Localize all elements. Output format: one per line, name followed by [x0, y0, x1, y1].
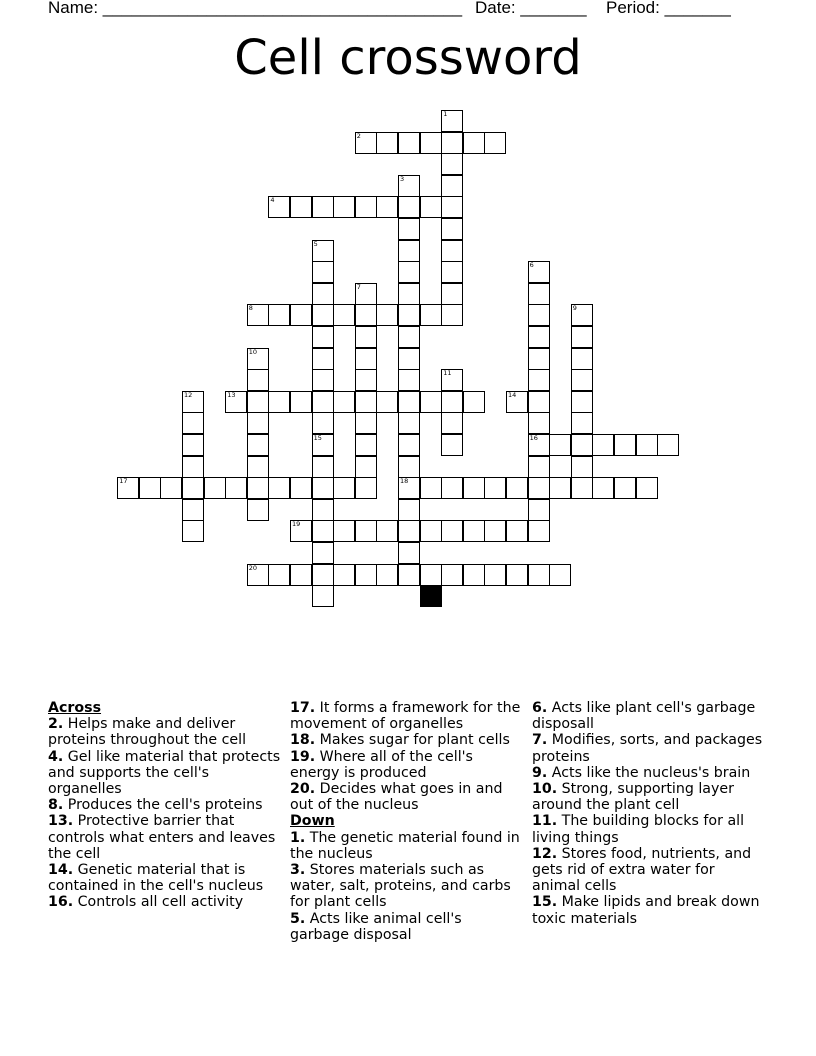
- crossword-cell[interactable]: [376, 520, 398, 542]
- crossword-cell[interactable]: [355, 456, 377, 478]
- crossword-cell[interactable]: [528, 499, 550, 521]
- crossword-cell[interactable]: [571, 391, 593, 413]
- crossword-cell[interactable]: [420, 520, 442, 542]
- crossword-cell[interactable]: [182, 520, 204, 542]
- down-clues-part-2: [532, 700, 767, 927]
- crossword-cell[interactable]: [420, 196, 442, 218]
- crossword-cell[interactable]: [247, 564, 269, 586]
- clue-number: 13: [227, 390, 236, 399]
- crossword-cell[interactable]: [355, 196, 377, 218]
- clue-item: [290, 781, 525, 813]
- clue-item-number: 12.: [532, 845, 558, 862]
- crossword-cell[interactable]: [420, 391, 442, 413]
- clue-number: 10: [248, 347, 258, 356]
- crossword-cell[interactable]: [312, 585, 334, 607]
- crossword-cell[interactable]: [247, 477, 269, 499]
- crossword-cell[interactable]: [420, 304, 442, 326]
- clue-item-number: 7.: [532, 732, 548, 749]
- crossword-cell[interactable]: [398, 477, 420, 499]
- clue-item: [532, 700, 767, 732]
- clue-item: [532, 732, 767, 764]
- crossword-cell[interactable]: [398, 326, 420, 348]
- crossword-cell[interactable]: [528, 564, 550, 586]
- clue-item-number: 16.: [48, 894, 74, 911]
- crossword-cell[interactable]: [571, 369, 593, 391]
- clue-item-text: The genetic material found in the nucleus: [290, 829, 520, 862]
- crossword-cell[interactable]: [463, 520, 485, 542]
- clue-number: 20: [248, 563, 258, 572]
- page-title: Cell crossword: [234, 30, 582, 86]
- crossword-cell[interactable]: [528, 520, 550, 542]
- date-field-label[interactable]: Date: _______: [475, 0, 587, 17]
- clue-number: 1: [443, 110, 448, 118]
- down-heading: Down: [290, 813, 335, 830]
- crossword-cell[interactable]: [441, 434, 463, 456]
- crossword-cell[interactable]: [506, 564, 528, 586]
- crossword-cell[interactable]: [398, 261, 420, 283]
- crossword-cell[interactable]: [484, 477, 506, 499]
- crossword-cell[interactable]: [182, 412, 204, 434]
- crossword-cell[interactable]: [355, 564, 377, 586]
- clue-item: [48, 797, 283, 813]
- crossword-cell[interactable]: [312, 240, 334, 262]
- crossword-cell[interactable]: [268, 564, 290, 586]
- crossword-cell[interactable]: [117, 477, 139, 499]
- crossword-cell[interactable]: [139, 477, 161, 499]
- clue-item: [48, 749, 283, 798]
- clue-item-number: 1.: [290, 829, 306, 846]
- clue-item-text: Make lipids and break down toxic materials: [532, 894, 760, 927]
- clue-item-text: The building blocks for all living things: [532, 813, 745, 846]
- clue-item-text: Acts like animal cell's garbage disposal: [290, 910, 462, 943]
- crossword-cell[interactable]: [441, 175, 463, 197]
- clue-number: 16: [529, 434, 538, 442]
- crossword-cell[interactable]: [636, 434, 658, 456]
- clue-item: [290, 862, 525, 911]
- clue-item-text: Modifies, sorts, and packages proteins: [532, 732, 763, 765]
- crossword-cell[interactable]: [247, 434, 269, 456]
- clue-item-number: 20.: [290, 781, 316, 798]
- crossword-cell[interactable]: [182, 456, 204, 478]
- crossword-cell[interactable]: [204, 477, 226, 499]
- clue-item-text: Stores food, nutrients, and gets rid of extra water for animal cells: [532, 845, 752, 895]
- crossword-cell[interactable]: [441, 196, 463, 218]
- crossword-cell[interactable]: [398, 218, 420, 240]
- across-clues-part-2: [290, 700, 525, 813]
- crossword-cell[interactable]: [441, 391, 463, 413]
- crossword-cell[interactable]: [441, 520, 463, 542]
- crossword-cell[interactable]: [398, 499, 420, 521]
- crossword-cell[interactable]: [312, 542, 334, 564]
- crossword-cell[interactable]: [528, 412, 550, 434]
- clue-item-text: Helps make and deliver proteins throughout the cell: [48, 716, 247, 749]
- crossword-cell[interactable]: [355, 434, 377, 456]
- clue-item: [48, 813, 283, 862]
- clue-number: 4: [270, 196, 275, 205]
- clue-item-text: Controls all cell activity: [73, 894, 244, 911]
- crossword-cell[interactable]: [441, 412, 463, 434]
- clue-item: [532, 765, 767, 781]
- crossword-cell[interactable]: [268, 304, 290, 326]
- clue-number: 14: [508, 390, 517, 399]
- crossword-cell[interactable]: [312, 391, 334, 413]
- crossword-cell[interactable]: [376, 196, 398, 218]
- clue-column-3: [532, 700, 767, 927]
- crossword-cell[interactable]: [571, 477, 593, 499]
- crossword-cell[interactable]: [312, 434, 334, 456]
- crossword-cell[interactable]: [398, 240, 420, 262]
- crossword-cell[interactable]: [528, 434, 550, 456]
- crossword-cell[interactable]: [441, 132, 463, 154]
- crossword-cell[interactable]: [333, 196, 355, 218]
- crossword-cell[interactable]: [355, 477, 377, 499]
- across-clues-part-1: [48, 716, 283, 910]
- crossword-cell[interactable]: [312, 564, 334, 586]
- crossword-cell[interactable]: [333, 477, 355, 499]
- crossword-cell[interactable]: [571, 304, 593, 326]
- crossword-cell[interactable]: [571, 326, 593, 348]
- clue-item: [532, 846, 767, 895]
- clue-number: 6: [529, 261, 534, 270]
- clue-item-text: Strong, supporting layer around the plant cell: [532, 781, 734, 814]
- clue-item-text: Decides what goes in and out of the nucleus: [290, 781, 503, 814]
- crossword-cell[interactable]: [182, 391, 204, 413]
- crossword-cell[interactable]: [441, 477, 463, 499]
- clue-item: [48, 894, 283, 910]
- crossword-cell[interactable]: [312, 499, 334, 521]
- crossword-cell[interactable]: [398, 304, 420, 326]
- crossword-cell[interactable]: [355, 348, 377, 370]
- crossword-cell[interactable]: [247, 456, 269, 478]
- crossword-cell[interactable]: [549, 434, 571, 456]
- crossword-cell[interactable]: [376, 304, 398, 326]
- clue-item-number: 10.: [532, 781, 558, 798]
- crossword-cell[interactable]: [333, 304, 355, 326]
- clue-item: [532, 813, 767, 845]
- crossword-cell[interactable]: [398, 391, 420, 413]
- clue-number: 7: [356, 282, 361, 291]
- clue-item-text: Acts like the nucleus's brain: [547, 764, 751, 781]
- clue-item-number: 2.: [48, 716, 64, 733]
- crossword-cell[interactable]: [355, 304, 377, 326]
- crossword-cell[interactable]: [592, 434, 614, 456]
- crossword-cell[interactable]: [398, 520, 420, 542]
- clue-number: 18: [400, 477, 409, 486]
- crossword-cell[interactable]: [463, 477, 485, 499]
- crossword-cell[interactable]: [398, 369, 420, 391]
- crossword-cell[interactable]: [398, 283, 420, 305]
- crossword-cell[interactable]: [312, 477, 334, 499]
- clue-item-number: 15.: [532, 894, 558, 911]
- crossword-cell[interactable]: [182, 477, 204, 499]
- crossword-cell[interactable]: [398, 412, 420, 434]
- crossword-cell[interactable]: [312, 456, 334, 478]
- crossword-cell[interactable]: [528, 369, 550, 391]
- clue-column-2: [290, 700, 525, 943]
- clue-item-number: 17.: [290, 700, 316, 716]
- crossword-cell[interactable]: [484, 520, 506, 542]
- clue-item: [290, 749, 525, 781]
- down-clues-part-1: [290, 830, 525, 943]
- crossword-cell[interactable]: [657, 434, 679, 456]
- crossword-cell[interactable]: [290, 520, 312, 542]
- crossword-cell[interactable]: [441, 283, 463, 305]
- crossword-cell[interactable]: [636, 477, 658, 499]
- crossword-cell[interactable]: [528, 326, 550, 348]
- clue-number: 2: [356, 131, 361, 140]
- clue-number: 5: [313, 239, 318, 248]
- crossword-cell[interactable]: [463, 391, 485, 413]
- crossword-cell[interactable]: [355, 326, 377, 348]
- clue-number: 11: [443, 369, 452, 378]
- crossword-cell[interactable]: [333, 391, 355, 413]
- crossword-cell[interactable]: [247, 391, 269, 413]
- crossword-cell[interactable]: [571, 456, 593, 478]
- crossword-cell[interactable]: [290, 564, 312, 586]
- crossword-cell[interactable]: [614, 434, 636, 456]
- crossword-cell[interactable]: [549, 564, 571, 586]
- crossword-cell[interactable]: [528, 391, 550, 413]
- clue-item-number: 9.: [532, 764, 548, 781]
- crossword-cell[interactable]: [463, 132, 485, 154]
- across-heading: Across: [48, 700, 102, 716]
- crossword-cell[interactable]: [441, 110, 463, 132]
- period-field-label[interactable]: Period: _______: [606, 0, 731, 17]
- clue-item-number: 5.: [290, 910, 306, 927]
- crossword-cell[interactable]: [333, 564, 355, 586]
- clue-item-text: Genetic material that is contained in the cell's nucleus: [48, 862, 264, 895]
- clue-item-text: Gel like material that protects and supports the cell's organelles: [48, 748, 281, 798]
- crossword-cell[interactable]: [441, 240, 463, 262]
- clue-number: 3: [400, 174, 405, 183]
- crossword-cell[interactable]: [506, 477, 528, 499]
- clue-item-text: Acts like plant cell's garbage disposall: [532, 700, 756, 733]
- clue-column-1: [48, 700, 283, 911]
- crossword-cell[interactable]: [614, 477, 636, 499]
- crossword-cell[interactable]: [420, 564, 442, 586]
- crossword-cell[interactable]: [355, 391, 377, 413]
- clue-item-number: 4.: [48, 748, 64, 765]
- crossword-cell[interactable]: [355, 520, 377, 542]
- crossword-cell[interactable]: [484, 132, 506, 154]
- crossword-cell[interactable]: [528, 456, 550, 478]
- crossword-cell[interactable]: [506, 391, 528, 413]
- crossword-cell[interactable]: [376, 391, 398, 413]
- crossword-cell[interactable]: [290, 391, 312, 413]
- crossword-cell[interactable]: [528, 304, 550, 326]
- crossword-cell[interactable]: [312, 304, 334, 326]
- clue-number: 19: [292, 520, 301, 529]
- crossword-cell[interactable]: [312, 348, 334, 370]
- crossword-cell[interactable]: [312, 412, 334, 434]
- crossword-cell[interactable]: [268, 196, 290, 218]
- clue-item: [290, 830, 525, 862]
- clue-item: [48, 716, 283, 748]
- crossword-cell[interactable]: [549, 477, 571, 499]
- crossword-cell[interactable]: [333, 520, 355, 542]
- crossword-cell[interactable]: [312, 283, 334, 305]
- crossword-cell[interactable]: [355, 132, 377, 154]
- crossword-cell[interactable]: [247, 499, 269, 521]
- crossword-cell[interactable]: [290, 304, 312, 326]
- clue-number: 8: [248, 304, 253, 313]
- crossword-cell[interactable]: [398, 456, 420, 478]
- clue-item-number: 8.: [48, 797, 64, 814]
- crossword-cell[interactable]: [398, 132, 420, 154]
- clue-item-text: It forms a framework for the movement of organelles: [290, 700, 521, 733]
- crossword-cell[interactable]: [290, 477, 312, 499]
- crossword-cell[interactable]: [376, 564, 398, 586]
- crossword-cell[interactable]: [355, 283, 377, 305]
- crossword-cell[interactable]: [247, 348, 269, 370]
- clue-item-number: 13.: [48, 813, 74, 830]
- clue-item-number: 19.: [290, 748, 316, 765]
- crossword-cell[interactable]: [441, 153, 463, 175]
- crossword-cell[interactable]: [398, 564, 420, 586]
- crossword-black-cell: [420, 585, 442, 607]
- clue-item-number: 6.: [532, 700, 548, 716]
- crossword-cell[interactable]: [441, 261, 463, 283]
- crossword-cell[interactable]: [592, 477, 614, 499]
- crossword-cell[interactable]: [225, 391, 247, 413]
- crossword-cell[interactable]: [528, 261, 550, 283]
- crossword-cell[interactable]: [376, 132, 398, 154]
- crossword-cell[interactable]: [463, 564, 485, 586]
- crossword-cell[interactable]: [268, 477, 290, 499]
- crossword-cell[interactable]: [290, 196, 312, 218]
- clue-item: [532, 894, 767, 926]
- crossword-cell[interactable]: [420, 132, 442, 154]
- crossword-cell[interactable]: [506, 520, 528, 542]
- clue-item: [48, 862, 283, 894]
- crossword-cell[interactable]: [441, 564, 463, 586]
- crossword-cell[interactable]: [182, 434, 204, 456]
- crossword-cell[interactable]: [484, 564, 506, 586]
- clue-number: 15: [313, 434, 322, 442]
- clue-item: [290, 732, 525, 748]
- crossword-cell[interactable]: [182, 499, 204, 521]
- clue-item: [290, 911, 525, 943]
- crossword-cell[interactable]: [420, 477, 442, 499]
- crossword-cell[interactable]: [355, 369, 377, 391]
- clue-item-number: 14.: [48, 862, 74, 879]
- crossword-cell[interactable]: [398, 348, 420, 370]
- clue-item-number: 18.: [290, 732, 316, 749]
- crossword-cell[interactable]: [247, 412, 269, 434]
- crossword-cell[interactable]: [441, 304, 463, 326]
- crossword-cell[interactable]: [247, 369, 269, 391]
- crossword-cell[interactable]: [312, 326, 334, 348]
- crossword-cell[interactable]: [312, 520, 334, 542]
- clue-item: [532, 781, 767, 813]
- crossword-cell[interactable]: [398, 196, 420, 218]
- crossword-cell[interactable]: [225, 477, 247, 499]
- clue-item-number: 3.: [290, 862, 306, 879]
- clue-number: 17: [119, 477, 128, 486]
- clue-item-number: 11.: [532, 813, 558, 830]
- crossword-cell[interactable]: [441, 218, 463, 240]
- clue-number: 9: [572, 304, 577, 313]
- name-field-label[interactable]: Name: ______________________________________: [48, 0, 463, 17]
- clue-item-text: Stores materials such as water, salt, proteins, and carbs for plant cells: [290, 862, 511, 911]
- crossword-cell[interactable]: [441, 369, 463, 391]
- crossword-cell[interactable]: [398, 175, 420, 197]
- clue-item-text: Where all of the cell's energy is produced: [290, 748, 473, 781]
- clue-item: [290, 700, 525, 732]
- crossword-cell[interactable]: [312, 196, 334, 218]
- crossword-cell[interactable]: [355, 412, 377, 434]
- clue-number: 12: [184, 390, 193, 399]
- crossword-cell[interactable]: [528, 283, 550, 305]
- crossword-cell[interactable]: [528, 348, 550, 370]
- crossword-cell[interactable]: [398, 542, 420, 564]
- crossword-cell[interactable]: [312, 261, 334, 283]
- crossword-cell[interactable]: [160, 477, 182, 499]
- crossword-cell[interactable]: [571, 348, 593, 370]
- crossword-cell[interactable]: [398, 434, 420, 456]
- crossword-cell[interactable]: [571, 434, 593, 456]
- crossword-cell[interactable]: [528, 477, 550, 499]
- clue-item-text: Produces the cell's proteins: [63, 797, 263, 814]
- crossword-cell[interactable]: [312, 369, 334, 391]
- crossword-cell[interactable]: [571, 412, 593, 434]
- crossword-cell[interactable]: [268, 391, 290, 413]
- clue-item-text: Makes sugar for plant cells: [315, 732, 510, 749]
- clue-item-text: Protective barrier that controls what enters and leaves the cell: [48, 813, 276, 862]
- crossword-cell[interactable]: [247, 304, 269, 326]
